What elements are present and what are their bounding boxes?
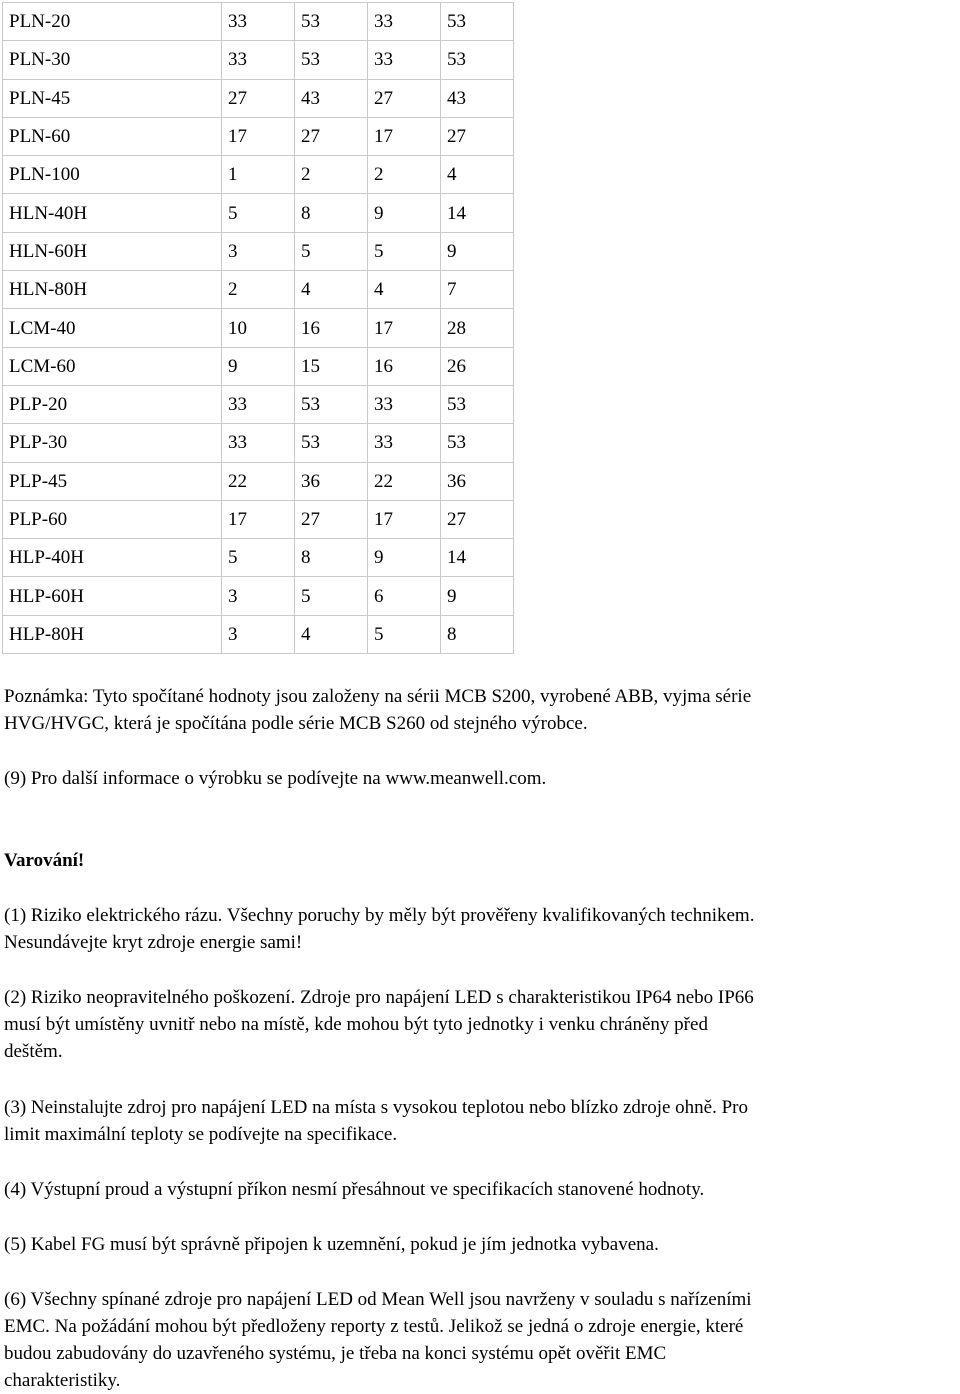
warning-line: (6) Všechny spínané zdroje pro napájení LED od Mean Well jsou navrženy v souladu s nařízeními [4,1289,752,1310]
value-cell: 5 [222,539,295,577]
model-cell: PLN-100 [3,156,222,194]
warning-line: charakteristiky. [4,1370,121,1391]
warning-item-6 [4,1286,956,1394]
model-cell: HLP-40H [3,539,222,577]
value-cell: 17 [368,309,441,347]
value-cell: 9 [368,194,441,232]
warning-line: musí být umístěny uvnitř nebo na místě, kde mohou být tyto jednotky i venku chráněny před [4,1014,708,1035]
warning-line: (1) Riziko elektrického rázu. Všechny poruchy by měly být prověřeny kvalifikovaných technikem. [4,905,755,926]
table-row [3,309,514,347]
value-cell: 5 [368,232,441,270]
value-cell: 3 [222,232,295,270]
model-cell: HLP-80H [3,615,222,653]
table-row [3,347,514,385]
table-row [3,156,514,194]
note-line: HVG/HVGC, která je spočítána podle série MCB S260 od stejného výrobce. [4,713,588,734]
value-cell: 43 [295,79,368,117]
table-row [3,271,514,309]
model-cell: PLN-20 [3,3,222,41]
table-row [3,500,514,538]
table-row [3,424,514,462]
table-row [3,577,514,615]
value-cell: 5 [222,194,295,232]
table-row [3,385,514,423]
value-cell: 15 [295,347,368,385]
model-cell: HLN-40H [3,194,222,232]
value-cell: 33 [222,3,295,41]
value-cell: 33 [368,385,441,423]
value-cell: 8 [441,615,514,653]
value-cell: 9 [441,232,514,270]
warning-item-1 [4,902,956,956]
count-table [2,2,514,654]
value-cell: 33 [222,424,295,462]
value-cell: 9 [441,577,514,615]
value-cell: 27 [222,79,295,117]
model-cell: PLP-60 [3,500,222,538]
value-cell: 27 [441,500,514,538]
table-row [3,232,514,270]
table-row [3,41,514,79]
value-cell: 53 [295,41,368,79]
model-cell: LCM-60 [3,347,222,385]
warning-line: (3) Neinstalujte zdroj pro napájení LED na místa s vysokou teplotou nebo blízko zdroje ohně. Pro [4,1097,748,1118]
value-cell: 7 [441,271,514,309]
value-cell: 53 [441,385,514,423]
value-cell: 16 [368,347,441,385]
warning-item-2 [4,984,956,1065]
value-cell: 53 [441,41,514,79]
value-cell: 22 [368,462,441,500]
value-cell: 22 [222,462,295,500]
value-cell: 6 [368,577,441,615]
warning-item-4: (4) Výstupní proud a výstupní příkon nesmí přesáhnout ve specifikacích stanovené hodnoty. [4,1179,705,1200]
value-cell: 10 [222,309,295,347]
table-row [3,79,514,117]
value-cell: 33 [222,41,295,79]
value-cell: 1 [222,156,295,194]
model-cell: PLN-45 [3,79,222,117]
value-cell: 5 [368,615,441,653]
model-cell: LCM-40 [3,309,222,347]
value-cell: 4 [295,615,368,653]
value-cell: 4 [295,271,368,309]
value-cell: 53 [441,424,514,462]
value-cell: 53 [295,385,368,423]
info-paragraph: (9) Pro další informace o výrobku se podívejte na www.meanwell.com. [4,768,547,789]
value-cell: 28 [441,309,514,347]
value-cell: 36 [441,462,514,500]
warning-line: limit maximální teploty se podívejte na specifikace. [4,1124,398,1145]
value-cell: 2 [295,156,368,194]
warning-title: Varování! [4,850,85,871]
value-cell: 33 [222,385,295,423]
value-cell: 27 [295,500,368,538]
warning-line: Nesundávejte kryt zdroje energie sami! [4,932,303,953]
table-row [3,462,514,500]
model-cell: PLP-20 [3,385,222,423]
table-row [3,117,514,155]
note-paragraph [4,683,956,737]
model-cell: PLP-45 [3,462,222,500]
value-cell: 27 [368,79,441,117]
model-cell: HLP-60H [3,577,222,615]
value-cell: 5 [295,232,368,270]
value-cell: 14 [441,194,514,232]
value-cell: 27 [295,117,368,155]
value-cell: 43 [441,79,514,117]
value-cell: 33 [368,424,441,462]
model-cell: PLN-30 [3,41,222,79]
model-cell: PLP-30 [3,424,222,462]
value-cell: 2 [368,156,441,194]
value-cell: 9 [368,539,441,577]
model-cell: HLN-80H [3,271,222,309]
value-cell: 53 [295,424,368,462]
table-row [3,3,514,41]
value-cell: 5 [295,577,368,615]
value-cell: 53 [441,3,514,41]
value-cell: 27 [441,117,514,155]
value-cell: 16 [295,309,368,347]
value-cell: 17 [368,117,441,155]
model-cell: PLN-60 [3,117,222,155]
value-cell: 2 [222,271,295,309]
model-cell: HLN-60H [3,232,222,270]
value-cell: 33 [368,41,441,79]
value-cell: 36 [295,462,368,500]
value-cell: 33 [368,3,441,41]
value-cell: 53 [295,3,368,41]
value-cell: 8 [295,539,368,577]
value-cell: 14 [441,539,514,577]
value-cell: 9 [222,347,295,385]
value-cell: 26 [441,347,514,385]
value-cell: 17 [368,500,441,538]
warning-line: budou zabudovány do uzavřeného systému, je třeba na konci systému opět ověřit EMC [4,1343,667,1364]
table-row [3,615,514,653]
value-cell: 8 [295,194,368,232]
breaker-count-table [2,2,514,654]
table-row [3,539,514,577]
value-cell: 4 [368,271,441,309]
warning-line: EMC. Na požádání mohou být předloženy reporty z testů. Jelikož se jedná o zdroje energie, které [4,1316,744,1337]
value-cell: 17 [222,117,295,155]
note-line: Poznámka: Tyto spočítané hodnoty jsou založeny na sérii MCB S200, vyrobené ABB, vyjma série [4,686,752,707]
table-row [3,194,514,232]
value-cell: 17 [222,500,295,538]
warning-item-5: (5) Kabel FG musí být správně připojen k uzemnění, pokud je jím jednotka vybavena. [4,1234,659,1255]
value-cell: 3 [222,577,295,615]
warning-line: (2) Riziko neopravitelného poškození. Zdroje pro napájení LED s charakteristikou IP64 nebo IP66 [4,987,754,1008]
value-cell: 3 [222,615,295,653]
value-cell: 4 [441,156,514,194]
warning-item-3 [4,1094,956,1148]
warning-line: deštěm. [4,1041,63,1062]
